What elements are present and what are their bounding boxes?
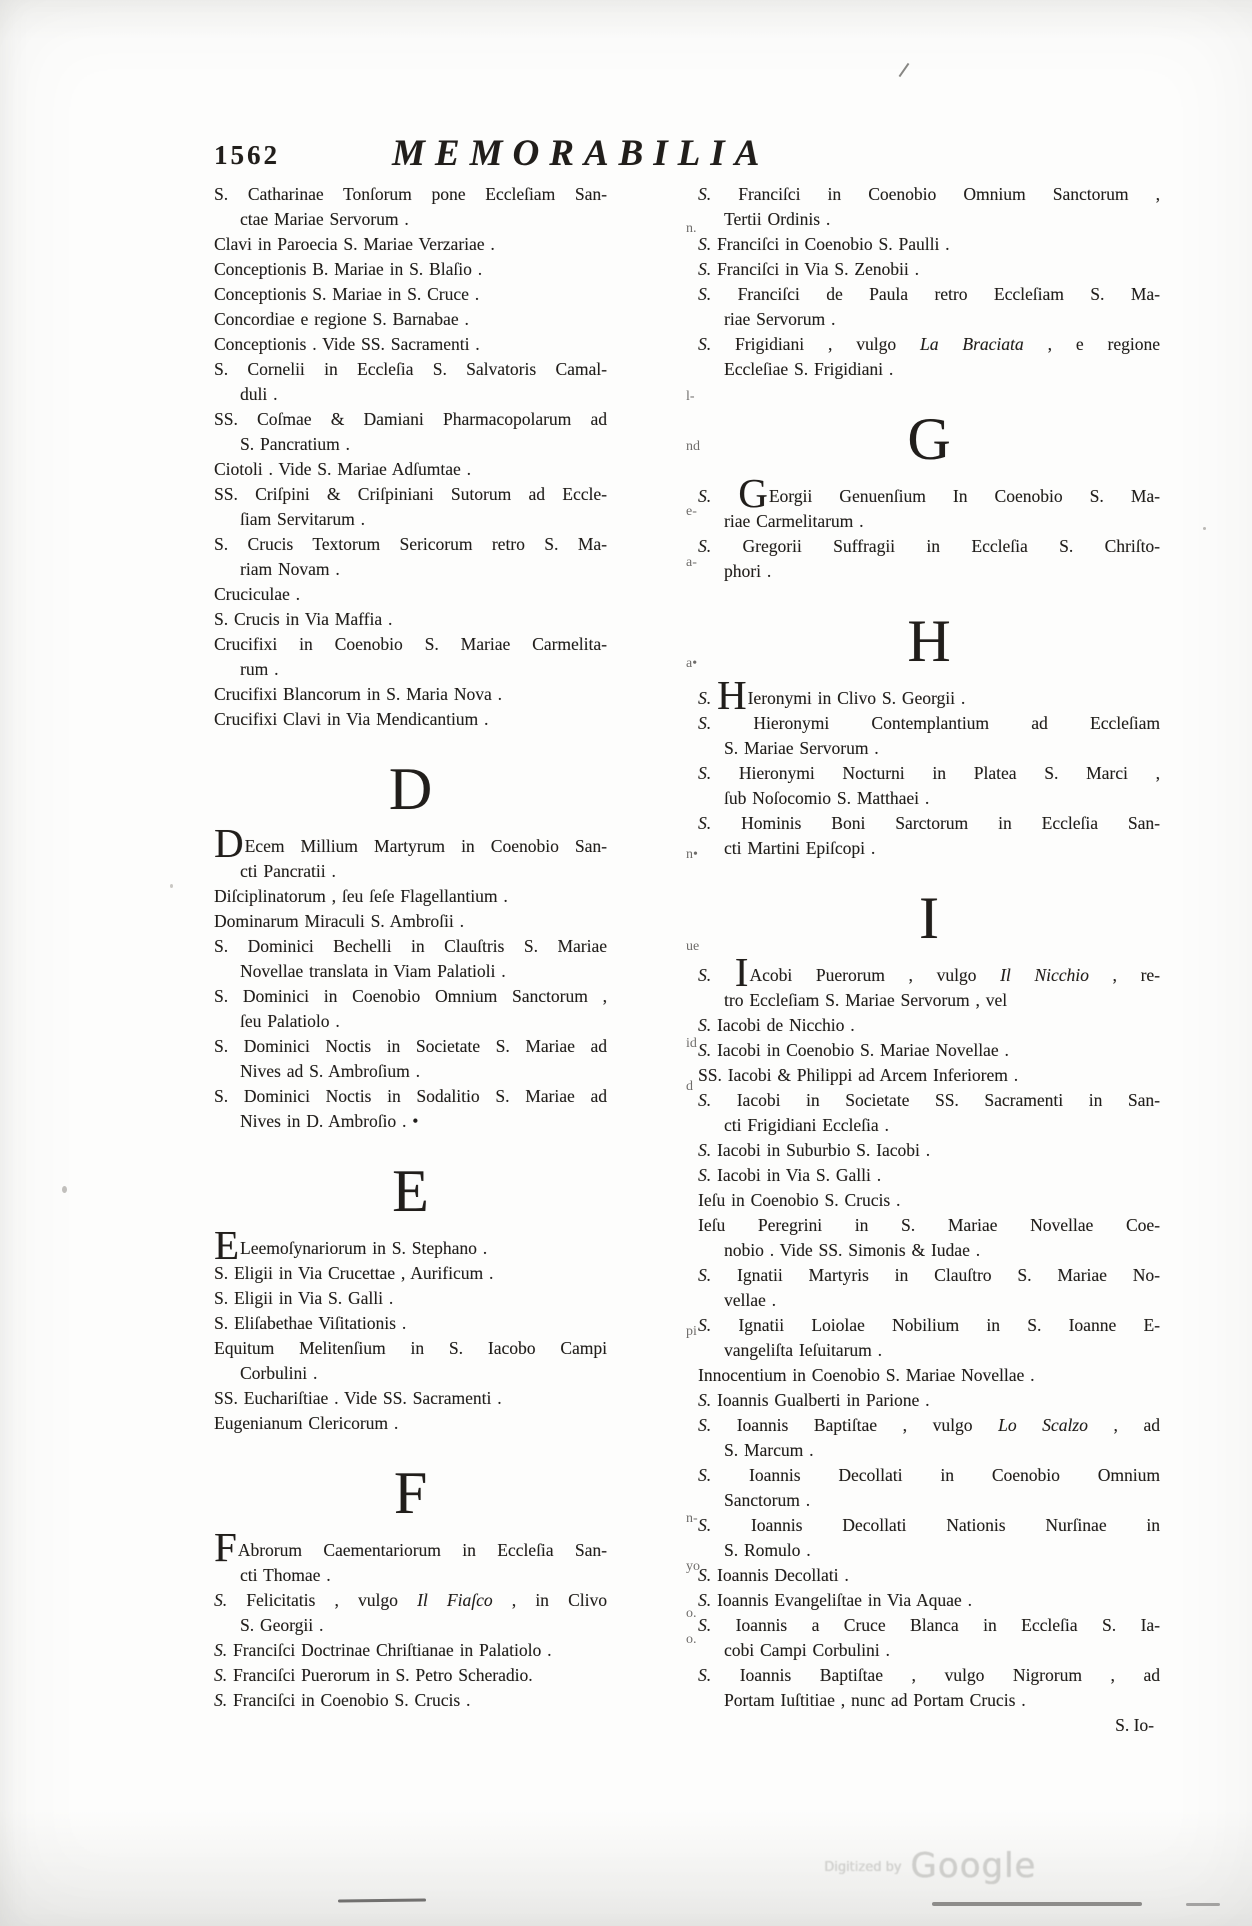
index-entry bbox=[214, 1261, 607, 1286]
entry-line: Ciotoli . Vide S. Mariae Adſumtae . bbox=[214, 459, 471, 479]
entry-line: rum . bbox=[240, 659, 279, 679]
index-entry bbox=[214, 1084, 607, 1134]
gutter-artifact: o. bbox=[686, 1606, 697, 1621]
entry-line: S. Ioannis Gualberti in Parione . bbox=[698, 1390, 930, 1410]
index-entry bbox=[214, 332, 607, 357]
entry-line: Tertii Ordinis . bbox=[724, 209, 831, 229]
page-number: 1562 bbox=[214, 140, 280, 170]
entry-line: S. Gregorii Suffragii in Eccleſia S. Chriſto- bbox=[698, 536, 1161, 556]
gutter-artifact: l- bbox=[686, 389, 695, 404]
gutter-artifact: ue bbox=[686, 939, 700, 954]
entry-line: duli . bbox=[240, 384, 278, 404]
section-letter-F: F bbox=[393, 1460, 428, 1526]
entry-line: Dominarum Miraculi S. Ambroſii . bbox=[214, 911, 465, 931]
entry-line: Clavi in Paroecia S. Mariae Verzariae . bbox=[214, 234, 495, 254]
entry-line: S. Hieronymi Contemplantium ad Eccleſiam bbox=[698, 713, 1160, 733]
entry-line: S. Pancratium . bbox=[240, 434, 350, 454]
entry-line: S. Dominici Bechelli in Clauſtris S. Mariae bbox=[214, 936, 607, 956]
index-entry bbox=[214, 1638, 607, 1663]
entry-line: S. Franciſci Doctrinae Chriſtianae in Palatiolo . bbox=[214, 1640, 552, 1660]
entry-line: Diſciplinatorum , ſeu ſeſe Flagellantium . bbox=[214, 886, 508, 906]
scan-smudge bbox=[338, 1899, 426, 1903]
index-entry bbox=[698, 1363, 1160, 1388]
gutter-artifact: nd bbox=[686, 439, 700, 454]
gutter-artifact: o. bbox=[686, 1632, 697, 1647]
entry-line: S. Eligii in Via Crucettae , Aurificum . bbox=[214, 1263, 494, 1283]
index-entry bbox=[698, 257, 1160, 282]
entry-line: SS. Iacobi & Philippi ad Arcem Inferiorem . bbox=[698, 1065, 1019, 1085]
entry-line: S. GEorgii Genuenſium In Coenobio S. Ma- bbox=[698, 470, 1161, 516]
index-entry bbox=[214, 632, 607, 682]
index-entry bbox=[698, 1613, 1160, 1663]
entry-line: cti Thomae . bbox=[240, 1565, 331, 1585]
entry-line: Equitum Melitenſium in S. Iacobo Campi bbox=[214, 1338, 607, 1358]
index-entry bbox=[214, 909, 607, 934]
index-entry bbox=[214, 1588, 607, 1638]
entry-line: riae Carmelitarum . bbox=[724, 511, 864, 531]
entry-line: S. Franciſci in Via S. Zenobii . bbox=[698, 259, 919, 279]
index-entry bbox=[698, 1013, 1160, 1038]
entry-line: DEcem Millium Martyrum in Coenobio San- bbox=[214, 820, 607, 866]
entry-line: S. Marcum . bbox=[724, 1440, 814, 1460]
index-entry bbox=[214, 1411, 607, 1436]
entry-line: cti Frigidiani Eccleſia . bbox=[724, 1115, 889, 1135]
gutter-artifact: e- bbox=[686, 504, 697, 519]
entry-line: Crucifixi Blancorum in S. Maria Nova . bbox=[214, 684, 502, 704]
entry-line: phori . bbox=[724, 561, 772, 581]
index-entry bbox=[698, 1088, 1160, 1138]
scan-speck bbox=[1203, 527, 1206, 530]
entry-line: S. Cornelii in Eccleſia S. Salvatoris Camal- bbox=[214, 359, 607, 379]
index-entry bbox=[214, 682, 607, 707]
index-entry bbox=[214, 357, 607, 407]
index-entry bbox=[214, 984, 607, 1034]
index-entry bbox=[214, 707, 607, 732]
index-entry bbox=[214, 1336, 607, 1386]
index-entry bbox=[214, 282, 607, 307]
entry-line: S. Iacobi in Via S. Galli . bbox=[698, 1165, 882, 1185]
entry-line: S. Catharinae Tonſorum pone Eccleſiam San- bbox=[214, 184, 607, 204]
scan-slash-mark bbox=[899, 63, 910, 77]
index-entry bbox=[698, 1463, 1160, 1513]
section-letter-H: H bbox=[907, 608, 951, 674]
index-entry bbox=[214, 407, 607, 457]
entry-line: Innocentium in Coenobio S. Mariae Novellae . bbox=[698, 1365, 1035, 1385]
scan-smudge bbox=[1186, 1903, 1220, 1906]
index-entry bbox=[698, 1038, 1160, 1063]
entry-line: ctae Mariae Servorum . bbox=[240, 209, 409, 229]
index-entry bbox=[698, 1513, 1160, 1563]
entry-line: tro Eccleſiam S. Mariae Servorum , vel bbox=[724, 990, 1008, 1010]
entry-line: vangeliſta Ieſuitarum . bbox=[724, 1340, 883, 1360]
scan-speck bbox=[62, 1186, 67, 1193]
entry-line: ſeu Palatiolo . bbox=[240, 1011, 340, 1031]
entry-line: Conceptionis . Vide SS. Sacramenti . bbox=[214, 334, 480, 354]
entry-line: Corbulini . bbox=[240, 1363, 318, 1383]
index-entry bbox=[698, 811, 1160, 861]
entry-line: S. Franciſci Puerorum in S. Petro Scheradio. bbox=[214, 1665, 533, 1685]
index-entry bbox=[698, 470, 1161, 534]
section-letter-I: I bbox=[919, 885, 939, 951]
drop-cap: E bbox=[214, 1222, 240, 1268]
entry-line: S. Ignatii Martyris in Clauſtro S. Mariae No- bbox=[698, 1265, 1160, 1285]
entry-line: Nives ad S. Ambroſium . bbox=[240, 1061, 421, 1081]
drop-cap: I bbox=[734, 949, 749, 995]
index-entry bbox=[214, 1311, 607, 1336]
entry-line: Cruciculae . bbox=[214, 584, 301, 604]
entry-line: cobi Campi Corbulini . bbox=[724, 1640, 890, 1660]
drop-cap: F bbox=[214, 1524, 237, 1570]
index-entry bbox=[214, 1286, 607, 1311]
entry-line: ſiam Servitarum . bbox=[240, 509, 365, 529]
index-entry bbox=[698, 711, 1160, 761]
index-entry bbox=[698, 1263, 1160, 1313]
entry-line: S. Dominici Noctis in Sodalitio S. Mariae ad bbox=[214, 1086, 607, 1106]
index-entry bbox=[214, 1222, 607, 1268]
index-entry bbox=[214, 1386, 607, 1411]
entry-line: SS. Coſmae & Damiani Pharmacopolarum ad bbox=[214, 409, 607, 429]
left-column bbox=[214, 182, 607, 1713]
gutter-artifact: yo bbox=[686, 1559, 700, 1574]
entry-line: S. Crucis Textorum Sericorum retro S. Ma- bbox=[214, 534, 607, 554]
entry-line: S. Eligii in Via S. Galli . bbox=[214, 1288, 394, 1308]
index-entry bbox=[214, 1663, 607, 1688]
entry-line: S. Romulo . bbox=[724, 1540, 811, 1560]
index-entry bbox=[214, 820, 607, 884]
entry-line: S. Ignatii Loiolae Nobilium in S. Ioanne E- bbox=[698, 1315, 1160, 1335]
section-letter-E: E bbox=[392, 1158, 429, 1224]
watermark-prefix: Digitized by bbox=[824, 1860, 902, 1875]
entry-line: S. Eliſabethae Viſitationis . bbox=[214, 1313, 407, 1333]
entry-line: S. Iacobi in Societate SS. Sacramenti in San- bbox=[698, 1090, 1160, 1110]
index-entry bbox=[698, 1588, 1160, 1613]
index-entry bbox=[698, 1063, 1160, 1088]
index-entry bbox=[214, 532, 607, 582]
index-entry bbox=[698, 332, 1160, 382]
entry-line: Novellae translata in Viam Palatioli . bbox=[240, 961, 506, 981]
entry-line: cti Pancratii . bbox=[240, 861, 336, 881]
gutter-artifact: pi bbox=[686, 1324, 697, 1339]
entry-line: S. Iacobi in Coenobio S. Mariae Novellae . bbox=[698, 1040, 1009, 1060]
right-column bbox=[698, 182, 1160, 1738]
index-entry bbox=[214, 934, 607, 984]
index-entry bbox=[698, 1163, 1160, 1188]
index-entry bbox=[698, 232, 1160, 257]
drop-cap: G bbox=[738, 470, 768, 516]
gutter-artifact: id bbox=[686, 1036, 697, 1051]
section-letter-D: D bbox=[388, 756, 433, 822]
watermark bbox=[824, 1846, 1036, 1886]
running-title: MEMORABILIA bbox=[392, 133, 770, 174]
index-entry bbox=[698, 182, 1160, 232]
entry-line: S. Georgii . bbox=[240, 1615, 324, 1635]
gutter-artifact: d bbox=[686, 1079, 693, 1094]
index-entry bbox=[214, 1034, 607, 1084]
gutter-artifact: a• bbox=[686, 656, 698, 671]
index-entry bbox=[698, 672, 1160, 718]
index-entry bbox=[214, 257, 607, 282]
entry-line: Eccleſiae S. Frigidiani . bbox=[724, 359, 894, 379]
drop-cap: D bbox=[214, 820, 244, 866]
index-entry bbox=[698, 1563, 1160, 1588]
entry-line: S. Iacobi de Nicchio . bbox=[698, 1015, 855, 1035]
entry-line: S. Ioannis a Cruce Blanca in Eccleſia S. Ia- bbox=[698, 1615, 1160, 1635]
entry-line: S. Frigidiani , vulgo La Braciata , e regione bbox=[698, 334, 1160, 354]
entry-line: S. Mariae Servorum . bbox=[724, 738, 879, 758]
entry-line: SS. Criſpini & Criſpiniani Sutorum ad Eccle- bbox=[214, 484, 607, 504]
entry-line: S. IAcobi Puerorum , vulgo Il Nicchio , re- bbox=[698, 949, 1160, 995]
entry-line: Crucifixi Clavi in Via Mendicantium . bbox=[214, 709, 489, 729]
entry-line: Portam Iuſtitiae , nunc ad Portam Crucis . bbox=[724, 1690, 1026, 1710]
index-entry bbox=[214, 482, 607, 532]
entry-line: S. Franciſci in Coenobio S. Paulli . bbox=[698, 234, 950, 254]
entry-line: S. HIeronymi in Clivo S. Georgii . bbox=[698, 672, 966, 718]
index-entry bbox=[214, 232, 607, 257]
index-entry bbox=[698, 949, 1160, 1013]
index-entry bbox=[214, 1688, 607, 1713]
entry-line: FAbrorum Caementariorum in Eccleſia San- bbox=[214, 1524, 607, 1570]
scan-smudge bbox=[932, 1902, 1142, 1906]
gutter-artifact: a- bbox=[686, 555, 697, 570]
index-entry bbox=[214, 182, 607, 232]
entry-line: riam Novam . bbox=[240, 559, 340, 579]
index-entry bbox=[698, 534, 1160, 584]
index-entry bbox=[214, 307, 607, 332]
index-entry bbox=[698, 1388, 1160, 1413]
gutter-artifact: n• bbox=[686, 847, 698, 862]
index-entry bbox=[698, 1138, 1160, 1163]
entry-line: S. Hominis Boni Sarctorum in Eccleſia San- bbox=[698, 813, 1160, 833]
entry-line: riae Servorum . bbox=[724, 309, 836, 329]
section-letter-G: G bbox=[907, 406, 951, 472]
entry-line: S. Hieronymi Nocturni in Platea S. Marci , bbox=[698, 763, 1160, 783]
index-entry bbox=[698, 1188, 1160, 1213]
index-entry bbox=[698, 282, 1160, 332]
entry-line: Sanctorum . bbox=[724, 1490, 811, 1510]
index-entry bbox=[214, 457, 607, 482]
gutter-artifact: n. bbox=[686, 221, 697, 236]
catchword: S. Io- bbox=[1115, 1715, 1154, 1735]
entry-line: S. Ioannis Baptiſtae , vulgo Lo Scalzo , ad bbox=[698, 1415, 1160, 1435]
index-entry bbox=[214, 884, 607, 909]
entry-line: ELeemoſynariorum in S. Stephano . bbox=[214, 1222, 488, 1268]
entry-line: Eugenianum Clericorum . bbox=[214, 1413, 399, 1433]
index-entry bbox=[698, 1313, 1160, 1363]
entry-line: nobio . Vide SS. Simonis & Iudae . bbox=[724, 1240, 981, 1260]
index-entry bbox=[698, 761, 1160, 811]
entry-line: SS. Euchariſtiae . Vide SS. Sacramenti . bbox=[214, 1388, 502, 1408]
entry-line: Conceptionis S. Mariae in S. Cruce . bbox=[214, 284, 480, 304]
entry-line: S. Ioannis Evangeliſtae in Via Aquae . bbox=[698, 1590, 972, 1610]
entry-line: S. Dominici Noctis in Societate S. Mariae ad bbox=[214, 1036, 607, 1056]
entry-line: S. Dominici in Coenobio Omnium Sanctorum , bbox=[214, 986, 607, 1006]
gutter-artifact: n- bbox=[686, 1511, 698, 1526]
entry-line: Ieſu in Coenobio S. Crucis . bbox=[698, 1190, 901, 1210]
index-entry bbox=[214, 1524, 607, 1588]
entry-line: Concordiae e regione S. Barnabae . bbox=[214, 309, 469, 329]
entry-line: S. Franciſci in Coenobio S. Crucis . bbox=[214, 1690, 471, 1710]
index-entry bbox=[698, 1663, 1160, 1713]
drop-cap: H bbox=[717, 672, 747, 718]
entry-line: S. Iacobi in Suburbio S. Iacobi . bbox=[698, 1140, 931, 1160]
entry-line: S. Felicitatis , vulgo Il Fiaſco , in Clivo bbox=[214, 1590, 607, 1610]
entry-line: S. Ioannis Decollati . bbox=[698, 1565, 849, 1585]
index-entry bbox=[698, 1413, 1160, 1463]
entry-line: vellae . bbox=[724, 1290, 777, 1310]
index-entry bbox=[214, 607, 607, 632]
entry-line: ſub Noſocomio S. Matthaei . bbox=[724, 788, 930, 808]
index-entry bbox=[698, 1213, 1160, 1263]
scan-speck bbox=[170, 884, 173, 888]
entry-line: Crucifixi in Coenobio S. Mariae Carmelita- bbox=[214, 634, 607, 654]
entry-line: S. Franciſci de Paula retro Eccleſiam S. Ma- bbox=[698, 284, 1160, 304]
index-entry bbox=[214, 582, 607, 607]
entry-line: Ieſu Peregrini in S. Mariae Novellae Coe- bbox=[698, 1215, 1160, 1235]
entry-line: S. Ioannis Baptiſtae , vulgo Nigrorum , ad bbox=[698, 1665, 1160, 1685]
entry-line: S. Franciſci in Coenobio Omnium Sanctorum , bbox=[698, 184, 1161, 204]
entry-line: cti Martini Epiſcopi . bbox=[724, 838, 876, 858]
entry-line: S. Crucis in Via Maffia . bbox=[214, 609, 393, 629]
google-watermark-logo: Google bbox=[910, 1846, 1037, 1886]
entry-line: Nives in D. Ambroſio . • bbox=[240, 1111, 419, 1131]
entry-line: S. Ioannis Decollati in Coenobio Omnium bbox=[698, 1465, 1161, 1485]
entry-line: Conceptionis B. Mariae in S. Blaſio . bbox=[214, 259, 483, 279]
entry-line: S. Ioannis Decollati Nationis Nurſinae in bbox=[698, 1515, 1161, 1535]
